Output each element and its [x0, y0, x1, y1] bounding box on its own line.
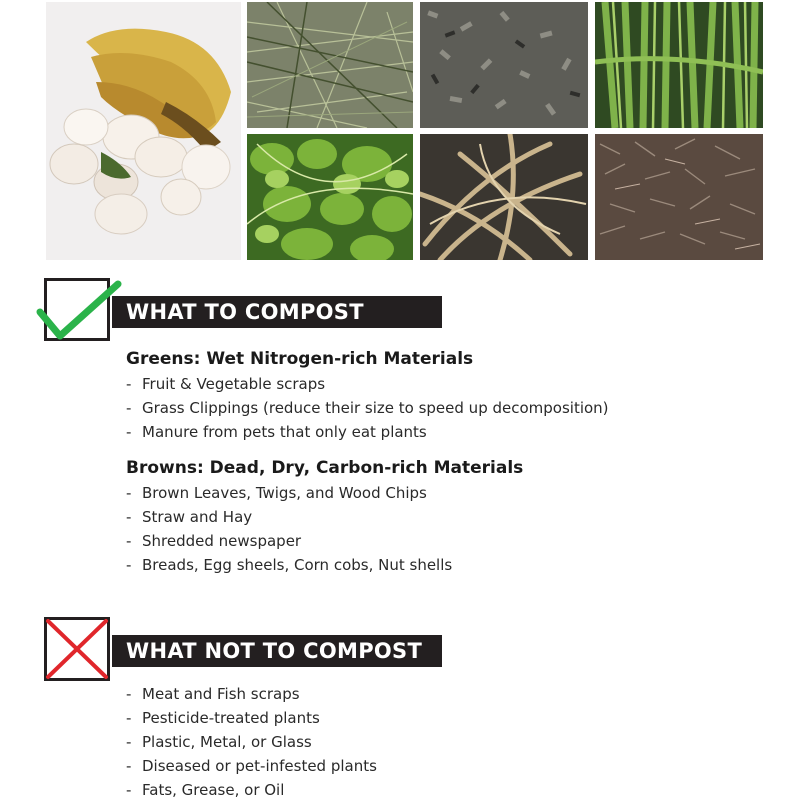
greens-heading: Greens: Wet Nitrogen-rich Materials	[126, 349, 474, 369]
list-item: - Plastic, Metal, or Glass	[126, 733, 312, 751]
photo-grass-clippings	[247, 2, 413, 128]
what-not-to-compost-banner: WHAT NOT TO COMPOST	[112, 635, 442, 667]
list-item: - Straw and Hay	[126, 508, 253, 526]
check-mark-icon	[36, 278, 122, 348]
list-item: - Pesticide-treated plants	[126, 709, 320, 727]
photo-dry-leaves	[420, 134, 588, 260]
list-item: - Diseased or pet-infested plants	[126, 757, 377, 775]
photo-leafy-greens	[247, 134, 413, 260]
list-item: - Shredded newspaper	[126, 532, 302, 550]
browns-heading: Browns: Dead, Dry, Carbon-rich Materials	[126, 458, 524, 478]
list-item: - Fats, Grease, or Oil	[126, 781, 285, 799]
not-compost-list	[126, 682, 377, 802]
photo-green-stalks	[595, 2, 763, 128]
what-to-compost-banner: WHAT TO COMPOST	[112, 296, 442, 328]
list-item: - Meat and Fish scraps	[126, 685, 300, 703]
greens-list	[126, 372, 609, 444]
photo-wood-chips	[420, 2, 588, 128]
list-item: - Brown Leaves, Twigs, and Wood Chips	[126, 484, 427, 502]
list-item: - Fruit & Vegetable scraps	[126, 375, 326, 393]
list-item: - Grass Clippings (reduce their size to speed up decomposition)	[126, 399, 609, 417]
list-item: - Breads, Egg sheels, Corn cobs, Nut shells	[126, 556, 453, 574]
browns-list	[126, 481, 452, 577]
x-mark-icon	[44, 617, 110, 681]
list-item: - Manure from pets that only eat plants	[126, 423, 427, 441]
photo-dry-needles	[595, 134, 763, 260]
photo-banana-eggshells	[46, 2, 241, 260]
